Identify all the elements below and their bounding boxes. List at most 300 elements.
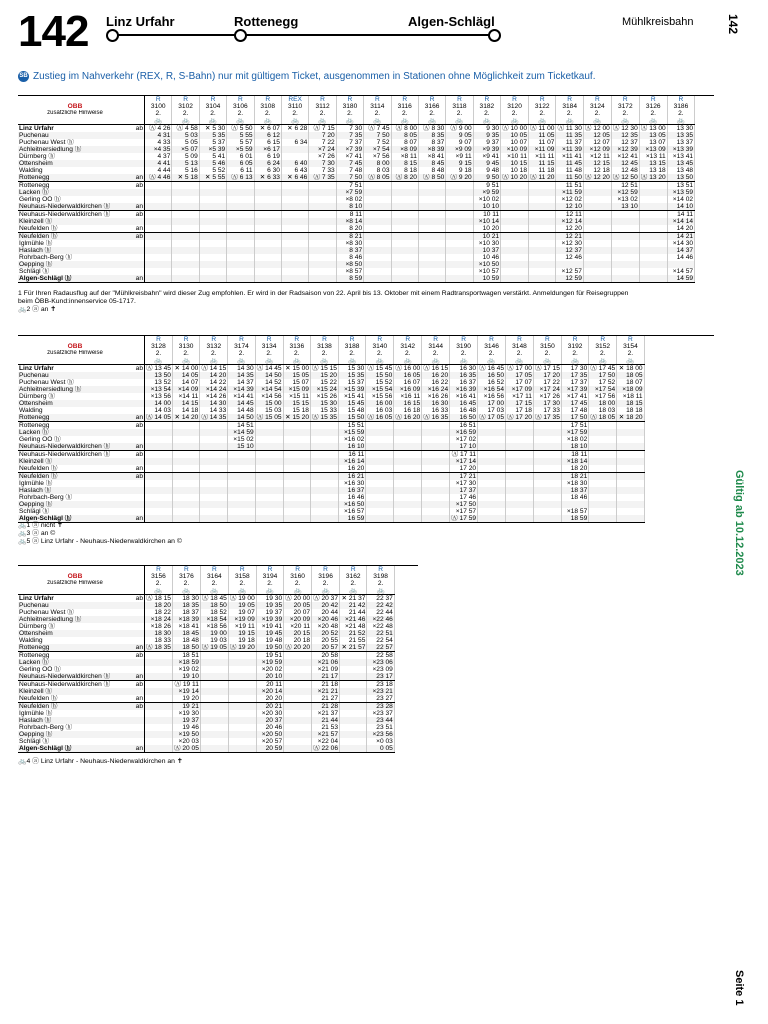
station-name: Ottensheim	[18, 630, 132, 637]
departure-time: 20 18	[284, 637, 312, 644]
departure-time: ×16 24	[422, 386, 450, 393]
departure-time: ×17 41	[561, 393, 588, 400]
bike-icon: 🚲	[338, 357, 365, 365]
departure-time	[283, 515, 310, 523]
departure-time: ×14 39	[228, 386, 255, 393]
departure-time	[309, 225, 336, 233]
bike-icon: 🚲	[172, 117, 199, 125]
train-number: 3186	[667, 103, 694, 110]
departure-time	[283, 508, 310, 515]
departure-time	[228, 458, 255, 465]
route-stop-end: Algen-Schlägl	[408, 14, 495, 29]
departure-time	[228, 666, 256, 673]
departure-time	[200, 508, 228, 515]
departure-time: Ⓐ 9 00	[446, 125, 473, 133]
departure-time: 17 33	[533, 407, 561, 414]
departure-time	[228, 731, 256, 738]
departure-time	[172, 508, 199, 515]
departure-time	[364, 182, 391, 190]
departure-time: Ⓐ 8 00	[391, 125, 418, 133]
departure-time: 9 48	[473, 167, 500, 174]
train-type: R	[310, 336, 338, 343]
departure-time: ×7 54	[364, 146, 391, 153]
departure-time	[284, 659, 312, 666]
station-name: Kleinzell ⓗ	[18, 218, 132, 225]
departure-time	[172, 247, 199, 254]
departure-time	[639, 268, 667, 275]
departure-time: 8 07	[391, 139, 418, 146]
train-number: 3126	[639, 103, 667, 110]
departure-time: 18 52	[200, 609, 228, 616]
departure-time	[284, 673, 312, 681]
station-name: Lacken ⓗ	[18, 659, 132, 666]
departure-time: ×22 48	[367, 623, 394, 630]
departure-time: 17 15	[506, 400, 534, 407]
departure-time: 11 50	[556, 174, 583, 182]
table-row	[18, 261, 695, 268]
departure-time	[533, 487, 561, 494]
departure-time: ✕ 6 46	[281, 174, 308, 182]
departure-time: 7 35	[336, 132, 363, 139]
departure-time: 5 57	[227, 139, 254, 146]
departure-time	[611, 275, 639, 283]
station-name: Gerling OÖ ⓗ	[19, 436, 61, 443]
train-class: 2.	[228, 580, 256, 587]
departure-time	[228, 738, 256, 745]
departure-time: ×15 09	[283, 386, 310, 393]
route-stop-dot	[488, 29, 501, 42]
departure-time: 14 10	[667, 203, 694, 211]
train-class: 2.	[617, 350, 644, 357]
departure-time: ×17 59	[561, 429, 588, 436]
route-stop-start: Linz Urfahr	[106, 14, 175, 29]
departure-time: 18 37	[561, 487, 588, 494]
table-row	[18, 400, 644, 407]
departure-time	[340, 688, 367, 695]
departure-time: ×7 24	[309, 146, 336, 153]
train-type: R	[506, 336, 534, 343]
departure-time: 15 00	[255, 400, 283, 407]
departure-time: ×17 11	[506, 393, 534, 400]
train-number: 3118	[446, 103, 473, 110]
arr-dep-marker: ab	[132, 182, 145, 190]
train-number: 3110	[281, 103, 308, 110]
departure-time	[284, 652, 312, 660]
departure-time	[364, 189, 391, 196]
departure-time: 15 37	[338, 379, 365, 386]
departure-time	[255, 429, 283, 436]
train-number: 3150	[533, 343, 561, 350]
train-class: 2.	[338, 350, 365, 357]
departure-time: Ⓐ 20 20	[285, 644, 311, 651]
departure-time	[200, 688, 228, 695]
departure-time	[145, 458, 173, 465]
arr-dep-marker: an	[132, 203, 145, 211]
departure-time	[200, 738, 228, 745]
departure-time: ×23 09	[367, 666, 394, 673]
arr-dep-marker	[132, 609, 145, 616]
departure-time: 7 48	[336, 167, 363, 174]
train-number: 3190	[450, 343, 478, 350]
train-class: 2.	[340, 580, 367, 587]
departure-time	[200, 710, 228, 717]
departure-time: ×7 41	[336, 153, 363, 160]
departure-time	[228, 451, 255, 459]
departure-time: 22 54	[367, 637, 394, 644]
train-type: R	[667, 96, 694, 103]
table-row	[18, 738, 394, 745]
departure-time: 18 48	[172, 637, 200, 644]
departure-time: 20 55	[312, 637, 340, 644]
departure-time: 20 52	[312, 630, 340, 637]
departure-time: ×17 39	[561, 386, 588, 393]
station-name: Oepping ⓗ	[18, 731, 132, 738]
departure-time: 10 21	[473, 233, 500, 241]
departure-time: Ⓐ 16 05	[367, 414, 393, 421]
departure-time	[639, 182, 667, 190]
type-label	[18, 336, 132, 343]
bike-icon: 🚲	[556, 117, 583, 125]
train-type: R	[145, 336, 173, 343]
departure-time: 16 07	[394, 379, 422, 386]
departure-time	[340, 717, 367, 724]
train-type: R	[228, 566, 256, 573]
arr-dep-marker	[132, 254, 145, 261]
departure-time	[310, 436, 338, 443]
departure-time: 20 42	[312, 602, 340, 609]
departure-time: 9 18	[446, 167, 473, 174]
departure-time	[145, 429, 173, 436]
departure-time: ×20 14	[256, 688, 283, 695]
departure-time	[366, 443, 394, 451]
departure-time	[227, 240, 254, 247]
departure-time	[145, 738, 173, 745]
departure-time	[199, 182, 226, 190]
train-number: 3142	[394, 343, 422, 350]
departure-time: 23 17	[367, 673, 394, 681]
bike-icon: 🚲	[501, 117, 529, 125]
departure-time: 19 10	[172, 673, 200, 681]
departure-time: 16 05	[394, 372, 422, 379]
departure-time: Ⓐ 19 00	[229, 595, 255, 602]
table-row	[18, 182, 695, 190]
departure-time	[639, 189, 667, 196]
departure-time	[309, 189, 336, 196]
departure-time: ×11 41	[556, 153, 583, 160]
departure-time	[478, 501, 506, 508]
departure-time: 21 18	[312, 681, 340, 689]
departure-time: ×20 30	[256, 710, 283, 717]
departure-time: ✕ 5 30	[199, 125, 226, 133]
departure-time	[501, 268, 529, 275]
departure-time: 8 10	[336, 203, 363, 211]
departure-time	[639, 261, 667, 268]
departure-time: ✕ 5 18	[172, 174, 199, 182]
departure-time: 18 59	[561, 515, 588, 523]
station-name: Rohrbach-Berg ⓗ	[19, 494, 73, 501]
departure-time: 14 22	[200, 379, 228, 386]
departure-time	[501, 203, 529, 211]
departure-time: ×21 21	[312, 688, 340, 695]
station-name: Iglmühle ⓗ	[19, 710, 53, 717]
departure-time: Ⓐ 16 00	[395, 365, 421, 372]
arr-dep-marker	[132, 480, 145, 487]
table-row	[18, 688, 394, 695]
station-name: Walding	[19, 637, 43, 644]
departure-time: 23 27	[367, 695, 394, 703]
table-row	[18, 407, 644, 414]
departure-time: Ⓐ 5 50	[227, 125, 254, 133]
departure-time: 20 05	[284, 602, 312, 609]
departure-time: 15 35	[338, 372, 365, 379]
station-name: Linz Urfahr	[19, 125, 54, 132]
departure-time	[309, 182, 336, 190]
departure-time: ×13 54	[145, 386, 173, 393]
departure-time	[583, 211, 611, 219]
station-name: Haslach ⓗ	[18, 247, 132, 254]
departure-time	[254, 240, 281, 247]
departure-time	[310, 487, 338, 494]
table-row	[18, 458, 644, 465]
departure-time: 5 37	[199, 139, 226, 146]
departure-time: ×12 41	[611, 153, 639, 160]
footnote-line: 🚲1 ⓐ nicht ✝	[18, 522, 63, 529]
departure-time: Ⓐ 8 30	[418, 125, 445, 133]
departure-time: ×21 57	[312, 731, 340, 738]
table-row	[18, 211, 695, 219]
departure-time	[283, 465, 310, 473]
departure-time: 7 45	[336, 160, 363, 167]
departure-time: 18 11	[561, 451, 588, 459]
departure-time	[501, 240, 529, 247]
departure-time: 5 46	[199, 160, 226, 167]
departure-time	[281, 233, 308, 241]
departure-time	[145, 211, 172, 219]
departure-time	[254, 189, 281, 196]
departure-time: 18 15	[617, 400, 644, 407]
departure-time: 14 30	[228, 365, 255, 373]
train-number: 3138	[310, 343, 338, 350]
departure-time: ×15 41	[338, 393, 365, 400]
departure-time: 8 20	[336, 225, 363, 233]
departure-time	[529, 196, 556, 203]
bike-icon: 🚲	[450, 357, 478, 365]
bike-icon: 🚲	[199, 117, 226, 125]
departure-time: 11 15	[529, 160, 556, 167]
departure-time: 17 30	[533, 400, 561, 407]
departure-time: 23 18	[367, 681, 394, 689]
departure-time	[228, 652, 256, 660]
departure-time: 6 40	[281, 160, 308, 167]
table-row	[18, 731, 394, 738]
departure-time	[145, 480, 173, 487]
departure-time	[589, 515, 617, 523]
departure-time: ×10 09	[501, 146, 529, 153]
class-spacer	[132, 350, 145, 357]
departure-time: ×21 09	[312, 666, 340, 673]
departure-time	[340, 695, 367, 703]
table-row	[18, 225, 695, 233]
table-row	[18, 630, 394, 637]
departure-time	[254, 261, 281, 268]
departure-time: ✕ 15 20	[283, 414, 310, 422]
departure-time: 17 30	[561, 365, 588, 373]
station-name: Schlägl ⓗ	[19, 268, 50, 275]
bike-icon: 🚲	[310, 357, 338, 365]
bike-icon: 🚲	[256, 587, 283, 595]
departure-time	[310, 443, 338, 451]
departure-time: 7 30	[336, 125, 363, 133]
departure-time	[478, 429, 506, 436]
departure-time: ×16 09	[394, 386, 422, 393]
departure-time	[391, 254, 418, 261]
departure-time: ×14 11	[172, 393, 199, 400]
departure-time	[145, 254, 172, 261]
arr-dep-marker	[132, 400, 145, 407]
departure-time	[310, 422, 338, 430]
departure-time	[617, 451, 644, 459]
departure-time	[200, 515, 228, 523]
departure-time	[506, 458, 534, 465]
train-class: 2.	[639, 110, 667, 117]
departure-time	[478, 494, 506, 501]
departure-time: 10 59	[473, 275, 500, 283]
table-row	[18, 240, 695, 247]
departure-time	[364, 247, 391, 254]
departure-time	[529, 275, 556, 283]
type-row	[18, 566, 394, 573]
station-name: Iglmühle ⓗ	[19, 480, 53, 487]
train-class: 2.	[478, 350, 506, 357]
departure-time: 14 46	[667, 254, 694, 261]
departure-time	[227, 233, 254, 241]
departure-time: Ⓐ 17 35	[534, 414, 560, 421]
train-type: R	[200, 566, 228, 573]
departure-time: 15 18	[283, 407, 310, 414]
departure-time	[254, 211, 281, 219]
departure-time: 8 45	[418, 160, 445, 167]
departure-time: ×23 56	[367, 731, 394, 738]
arr-dep-marker: an	[132, 745, 145, 753]
departure-time	[200, 681, 228, 689]
departure-time	[283, 436, 310, 443]
departure-time	[501, 211, 529, 219]
departure-time	[340, 724, 367, 731]
departure-time	[589, 501, 617, 508]
departure-time: ×13 56	[145, 393, 173, 400]
departure-time: 19 37	[256, 609, 283, 616]
departure-time: Ⓐ 20 37	[313, 595, 339, 602]
departure-time: 12 15	[583, 160, 611, 167]
operator-label: ÖBB	[67, 103, 83, 110]
train-number: 3106	[227, 103, 254, 110]
departure-time: 14 35	[228, 372, 255, 379]
type-spacer	[132, 566, 145, 573]
departure-time: Ⓐ 17 00	[507, 365, 532, 372]
arr-dep-marker: ab	[132, 211, 145, 219]
departure-time	[172, 494, 199, 501]
departure-time: 14 50	[228, 414, 255, 422]
departure-time: 14 30	[200, 400, 228, 407]
departure-time: ×16 14	[338, 458, 365, 465]
train-class: 2.	[199, 110, 226, 117]
departure-time: 4 31	[145, 132, 172, 139]
departure-time: 17 46	[450, 494, 478, 501]
departure-time: ✕ 21 37	[340, 595, 367, 603]
departure-time	[446, 196, 473, 203]
train-class: 2.	[667, 110, 694, 117]
bike-icon: 🚲	[422, 357, 450, 365]
train-number: 3180	[336, 103, 363, 110]
departure-time: ×15 02	[228, 436, 255, 443]
train-number: 3152	[589, 343, 617, 350]
departure-time	[145, 189, 172, 196]
ticket-notice	[18, 71, 718, 82]
departure-time: ×23 06	[367, 659, 394, 666]
departure-time	[533, 480, 561, 487]
departure-time: 5 52	[199, 167, 226, 174]
departure-time	[422, 429, 450, 436]
train-class: 2.	[366, 350, 394, 357]
departure-time: ×19 09	[228, 616, 256, 623]
departure-time: 15 52	[366, 379, 394, 386]
departure-time	[145, 247, 172, 254]
departure-time: 13 51	[667, 182, 694, 190]
departure-time: 15 03	[255, 407, 283, 414]
departure-time	[506, 487, 534, 494]
departure-time: 15 07	[283, 379, 310, 386]
departure-time	[310, 458, 338, 465]
departure-time	[310, 501, 338, 508]
departure-time: 21 28	[312, 703, 340, 711]
arr-dep-marker	[132, 710, 145, 717]
departure-time: 20 07	[284, 609, 312, 616]
departure-time	[446, 211, 473, 219]
station-name: Rottenegg	[19, 652, 50, 659]
departure-time	[422, 458, 450, 465]
train-type: R	[284, 566, 312, 573]
departure-time	[501, 189, 529, 196]
table-row	[18, 132, 695, 139]
departure-time	[309, 211, 336, 219]
departure-time: ×21 06	[312, 659, 340, 666]
departure-time	[422, 480, 450, 487]
departure-time: ×19 39	[256, 616, 283, 623]
departure-time: 7 50	[364, 132, 391, 139]
departure-time	[200, 458, 228, 465]
class-row	[18, 350, 644, 357]
arr-dep-marker	[132, 167, 145, 174]
departure-time: ×9 09	[446, 146, 473, 153]
departure-time: 7 20	[309, 132, 336, 139]
departure-time: 21 44	[340, 609, 367, 616]
departure-time	[340, 703, 367, 711]
arr-dep-marker	[132, 659, 145, 666]
departure-time	[391, 218, 418, 225]
departure-time: Ⓐ 8 05	[364, 174, 391, 182]
departure-time: 7 30	[309, 160, 336, 167]
departure-time	[145, 240, 172, 247]
train-number-row	[18, 343, 644, 350]
train-type: R	[228, 336, 255, 343]
bike-icon: 🚲	[228, 357, 255, 365]
train-class: 2.	[473, 110, 500, 117]
departure-time: 14 18	[172, 407, 199, 414]
train-number: 3176	[172, 573, 200, 580]
table-row	[18, 609, 394, 616]
departure-time: 9 45	[473, 160, 500, 167]
station-name: Ottensheim	[18, 400, 132, 407]
